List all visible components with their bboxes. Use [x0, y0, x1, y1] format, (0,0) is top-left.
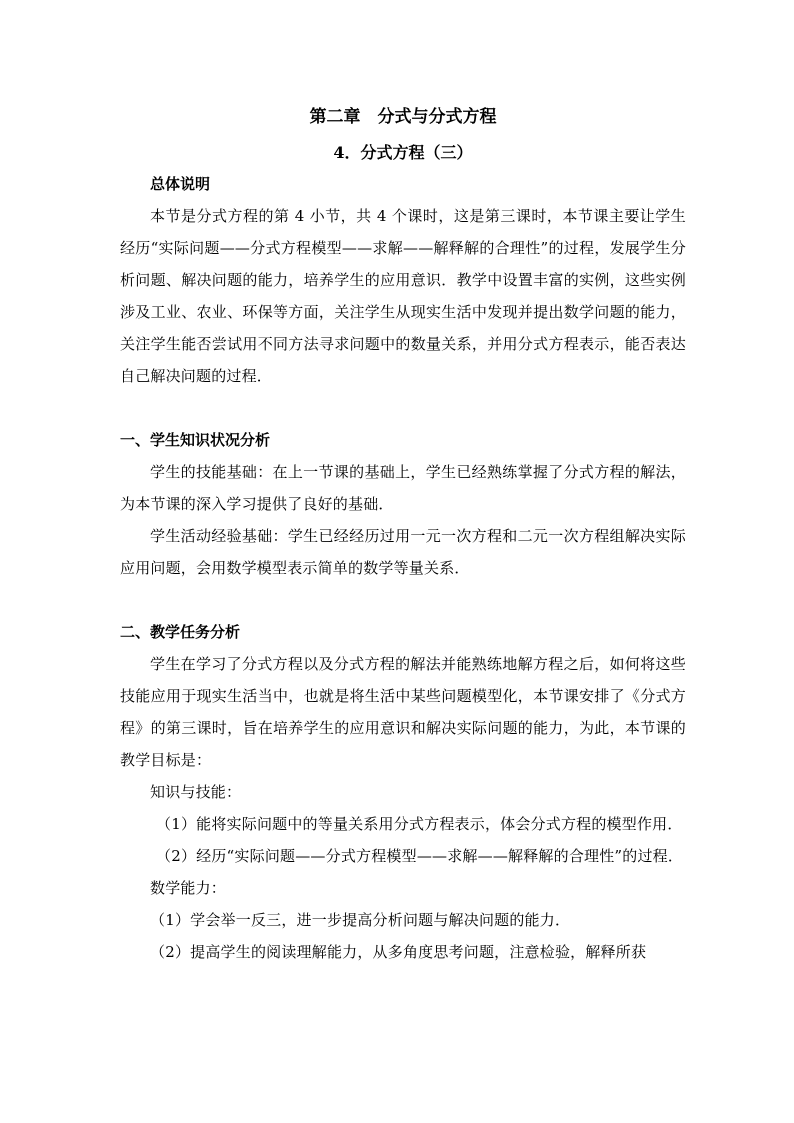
section2-heading: 二、教学任务分析 — [120, 623, 241, 641]
section1-heading: 一、学生知识状况分析 — [120, 431, 271, 449]
overview-paragraph: 本节是分式方程的第 4 小节，共 4 个课时，这是第三课时，本节课主要让学生经历“实际问题——分式方程模型——求解——解释解的合理性”的过程，发展学生分析问题、解决问题的能力，培养学生的应用意识．教学中设置丰富的实例，这些实例涉及工业、农业、环保等方面，关注学生从现实生活中发现并提出数学问题的能力，关注学生能否尝试用不同方法寻求问题中的数量关系，并用分式方程表示，能否表达自己解决问题的过程． — [120, 207, 686, 385]
spacer — [120, 392, 686, 424]
document-content — [120, 102, 686, 968]
spacer — [120, 584, 686, 616]
skill-basis-paragraph: 学生的技能基础：在上一节课的基础上，学生已经熟练掌握了分式方程的解法，为本节课的深入学习提供了良好的基础． — [120, 463, 686, 513]
math-item-1: （1）学会举一反三，进一步提高分析问题与解决问题的能力． — [150, 911, 571, 929]
knowledge-item-2: （2）经历“实际问题——分式方程模型——求解——解释解的合理性”的过程． — [156, 847, 684, 865]
overview-heading: 总体说明 — [150, 175, 211, 193]
knowledge-label: 知识与技能： — [150, 783, 242, 801]
math-ability-label: 数学能力： — [150, 879, 227, 897]
task-intro-paragraph: 学生在学习了分式方程以及分式方程的解法并能熟练地解方程之后，如何将这些技能应用于现实生活当中，也就是将生活中某些问题模型化，本节课安排了《分式方程》的第三课时，旨在培养学生的应用意识和解决实际问题的能力，为此，本节课的教学目标是： — [120, 655, 686, 769]
section-title: 4．分式方程（三） — [333, 143, 473, 162]
chapter-title: 第二章 分式与分式方程 — [309, 107, 497, 127]
knowledge-item-1: （1）能将实际问题中的等量关系用分式方程表示，体会分式方程的模型作用． — [156, 815, 683, 833]
activity-basis-paragraph: 学生活动经验基础：学生已经经历过用一元一次方程和二元一次方程组解决实际应用问题，会用数学模型表示简单的数学等量关系． — [120, 527, 686, 577]
math-item-2: （2）提高学生的阅读理解能力，从多角度思考问题，注意检验，解释所获 — [150, 943, 647, 961]
